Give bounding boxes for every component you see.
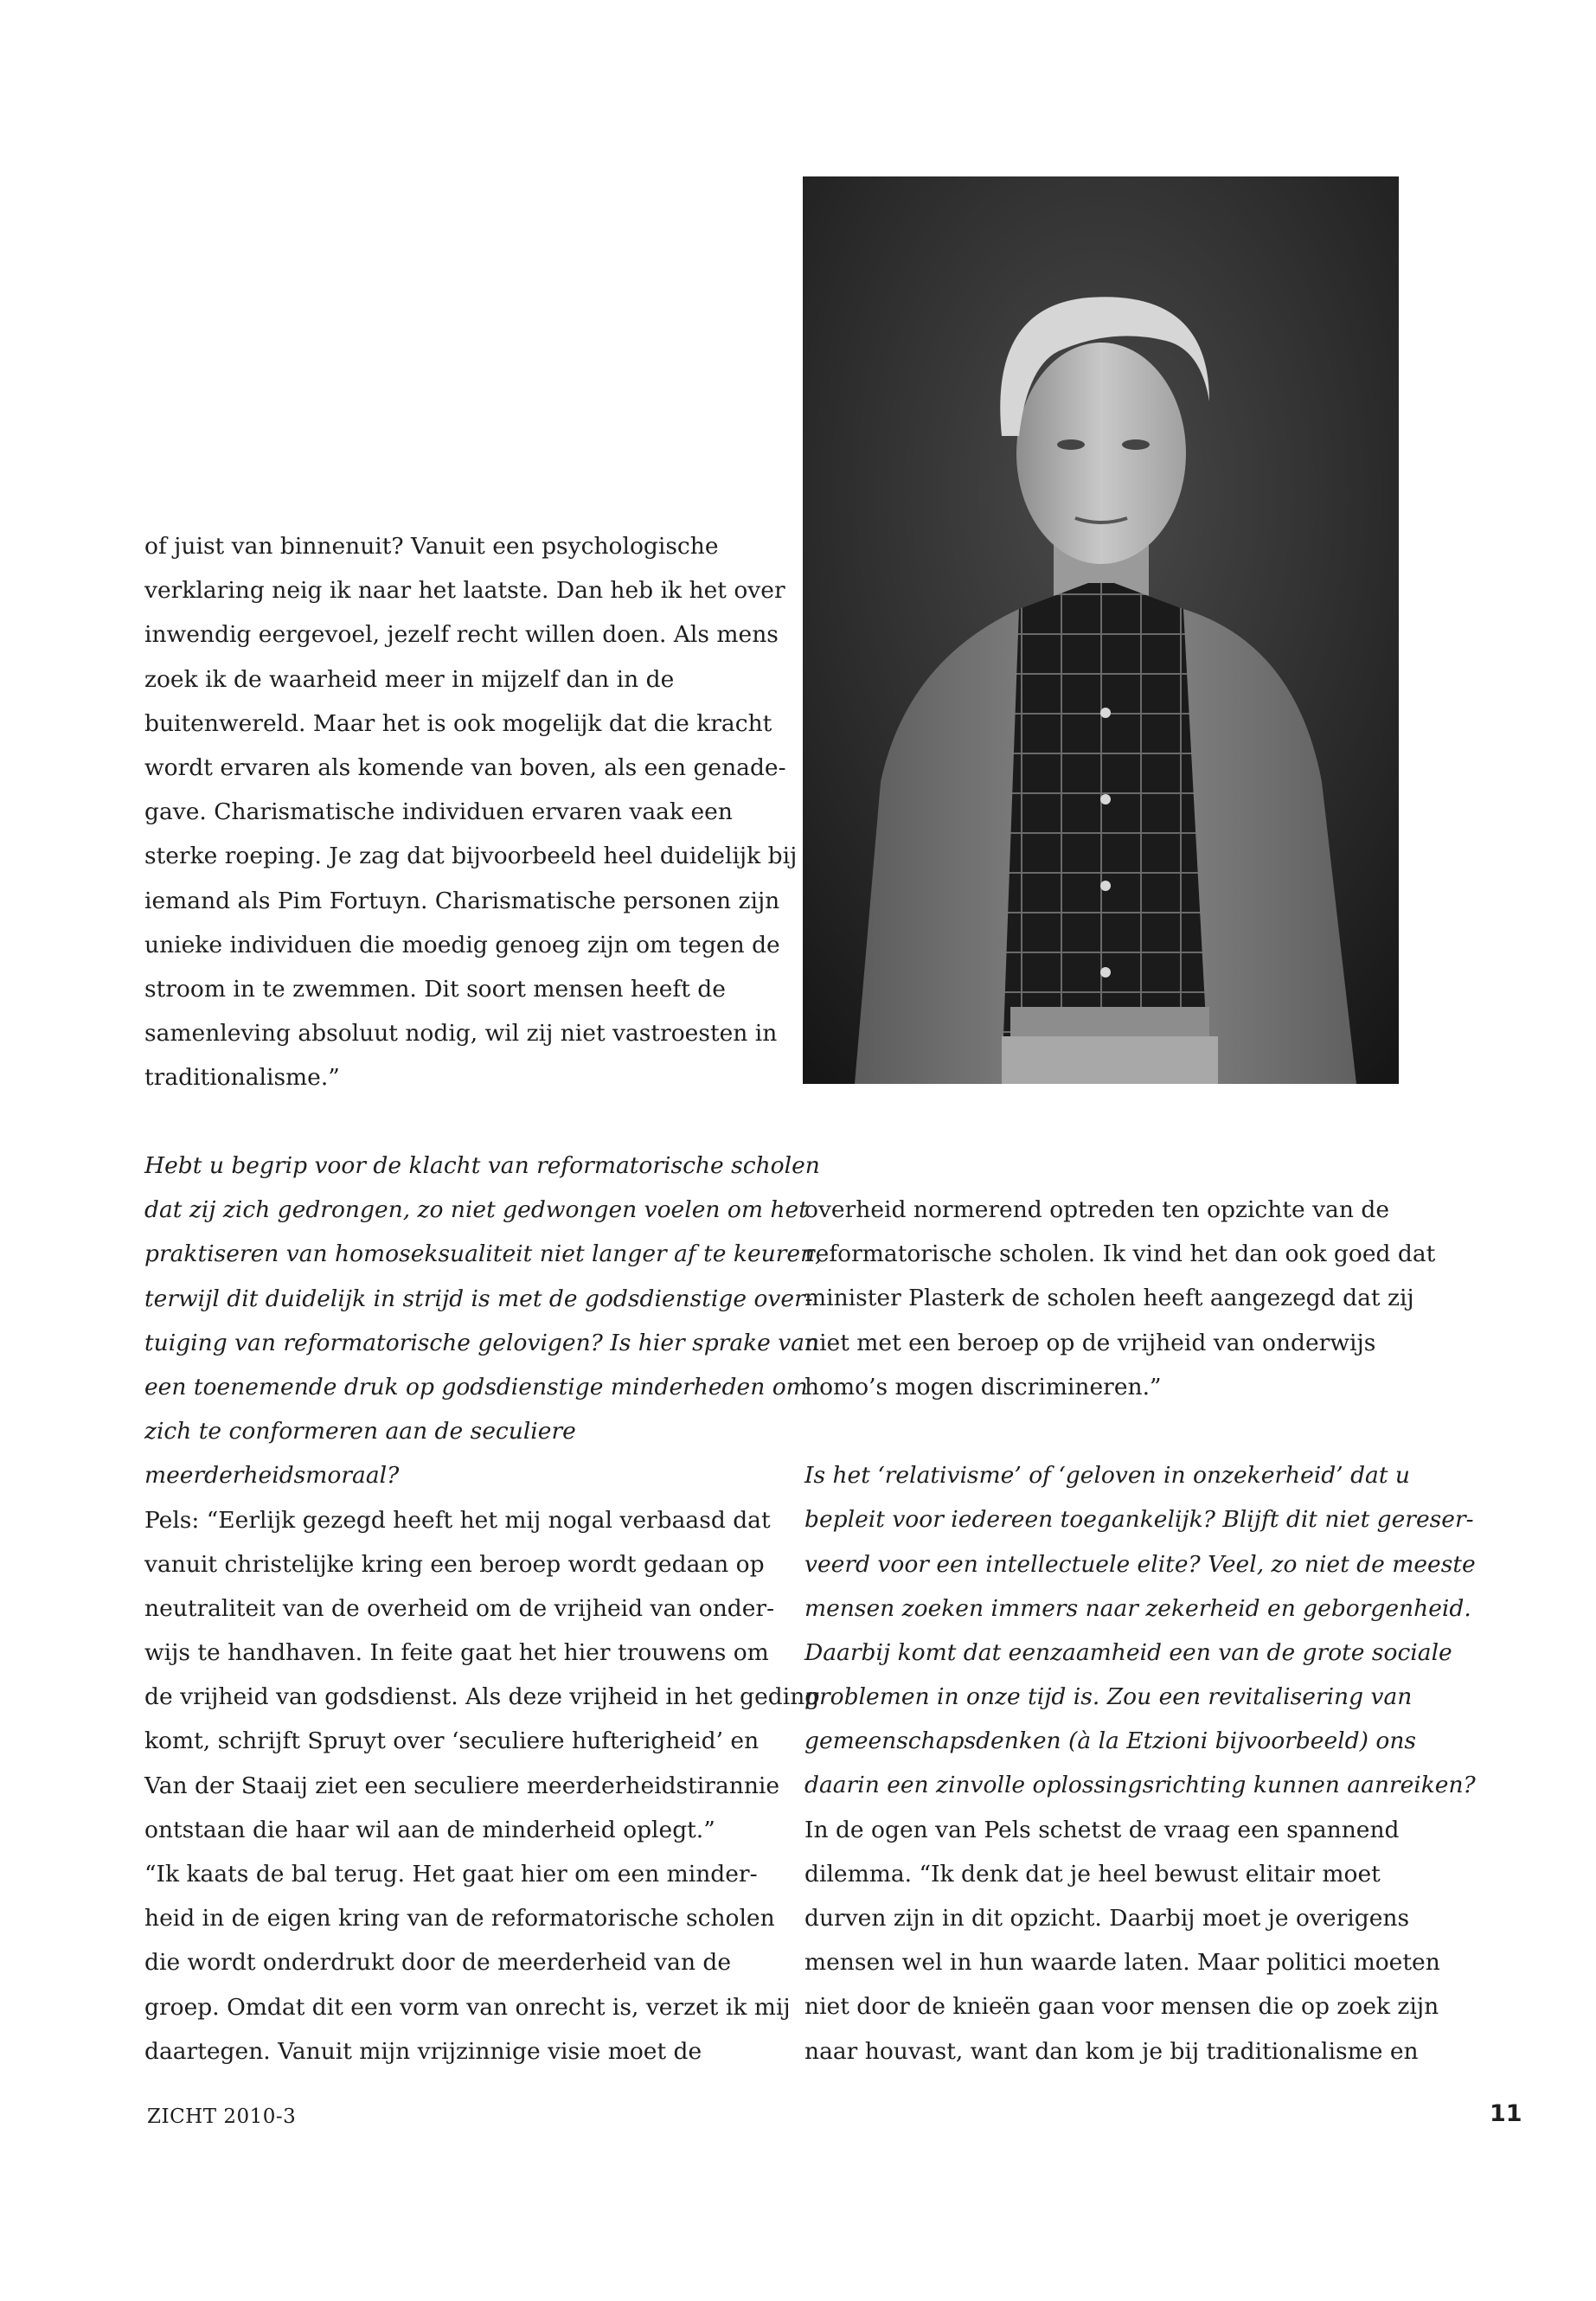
text-line: zoek ik de waarheid meer in mijzelf dan in de — [144, 665, 675, 693]
left-column-bottom — [144, 1144, 823, 2073]
text-line: wijs te handhaven. In feite gaat het hier trouwens om — [144, 1639, 769, 1667]
text-line: neutraliteit van de overheid om de vrijheid van onder- — [144, 1594, 775, 1622]
text-line: gemeenschapsdenken (à la Etzioni bijvoorbeeld) ons — [804, 1727, 1416, 1755]
interview-answer-continued — [804, 1188, 1476, 1409]
text-line: “Ik kaats de bal terug. Het gaat hier om een minder- — [144, 1861, 758, 1888]
text-line: praktiseren van homoseksualiteit niet langer af te keuren, — [144, 1240, 823, 1268]
right-column — [804, 1188, 1476, 2073]
page-number: 11 — [1490, 2100, 1522, 2127]
text-line: dilemma. “Ik denk dat je heel bewust elitair moet — [804, 1860, 1381, 1888]
text-line: daartegen. Vanuit mijn vrijzinnige visie moet de — [144, 2037, 702, 2065]
text-line: iemand als Pim Fortuyn. Charismatische personen zijn — [144, 887, 780, 914]
text-line: of juist van binnenuit? Vanuit een psychologische — [144, 533, 719, 560]
text-line: durven zijn in dit opzicht. Daarbij moet je overigens — [804, 1905, 1410, 1932]
text-line: Is het ‘relativisme’ of ‘geloven in onzekerheid’ dat u — [804, 1462, 1410, 1490]
text-line: vanuit christelijke kring een beroep wordt gedaan op — [144, 1550, 765, 1578]
text-line: wordt ervaren als komende van boven, als een genade- — [144, 753, 786, 781]
text-line: komt, schrijft Spruyt over ‘seculiere hufterigheid’ en — [144, 1727, 760, 1755]
text-line: bepleit voor iedereen toegankelijk? Blijft dit niet gereser- — [804, 1506, 1474, 1534]
text-line: die wordt onderdrukt door de meerderheid van de — [144, 1949, 732, 1977]
interview-answer — [144, 1498, 823, 2073]
text-line: gave. Charismatische individuen ervaren vaak een — [144, 798, 733, 826]
text-line: de vrijheid van godsdienst. Als deze vrijheid in het geding — [144, 1683, 820, 1711]
text-line: inwendig eergevoel, jezelf recht willen doen. Als mens — [144, 621, 779, 649]
text-line: dat zij zich gedrongen, zo niet gedwongen voelen om het — [144, 1196, 808, 1224]
text-line: In de ogen van Pels schetst de vraag een spannend — [804, 1816, 1400, 1843]
text-line: ontstaan die haar wil aan de minderheid oplegt.” — [144, 1816, 715, 1843]
text-line: naar houvast, want dan kom je bij traditionalisme en — [804, 2037, 1419, 2065]
interview-question — [144, 1144, 823, 1498]
text-line: Hebt u begrip voor de klacht van reformatorische scholen — [144, 1152, 820, 1179]
text-line: tuiging van reformatorische gelovigen? Is hier sprake van — [144, 1329, 820, 1356]
text-line: mensen wel in hun waarde laten. Maar politici moeten — [804, 1949, 1440, 1977]
left-column-top-paragraph — [144, 524, 797, 1099]
text-line: meerderheidsmoraal? — [144, 1462, 400, 1490]
text-line: Daarbij komt dat eenzaamheid een van de grote sociale — [804, 1638, 1452, 1666]
text-line: homo’s mogen discrimineren.” — [804, 1373, 1162, 1400]
text-line: heid in de eigen kring van de reformatorische scholen — [144, 1905, 775, 1932]
text-line: unieke individuen die moedig genoeg zijn om tegen de — [144, 931, 780, 958]
text-line: niet door de knieën gaan voor mensen die op zoek zijn — [804, 1993, 1439, 2021]
text-line: Pels: “Eerlijk gezegd heeft het mij nogal verbaasd dat — [144, 1506, 771, 1534]
text-line: reformatorische scholen. Ik vind het dan ook goed dat — [804, 1240, 1436, 1268]
text-line: een toenemende druk op godsdienstige minderheden om — [144, 1373, 808, 1400]
text-line: sterke roeping. Je zag dat bijvoorbeeld heel duidelijk bij — [144, 843, 798, 870]
text-line: samenleving absoluut nodig, wil zij niet vastroesten in — [144, 1020, 778, 1048]
text-line: problemen in onze tijd is. Zou een revitalisering van — [804, 1683, 1413, 1711]
text-line: minister Plasterk de scholen heeft aangezegd dat zij — [804, 1285, 1414, 1312]
text-line: traditionalisme.” — [144, 1064, 340, 1092]
interview-question — [804, 1453, 1476, 1808]
text-line: terwijl dit duidelijk in strijd is met de godsdienstige over- — [144, 1285, 813, 1312]
text-line: veerd voor een intellectuele elite? Veel, zo niet de meeste — [804, 1550, 1476, 1578]
portrait-photo — [803, 176, 1399, 1084]
text-line: Van der Staaij ziet een seculiere meerderheidstirannie — [144, 1772, 780, 1799]
text-line: daarin een zinvolle oplossingsrichting kunnen aanreiken? — [804, 1772, 1476, 1799]
text-line: verklaring neig ik naar het laatste. Dan heb ik het over — [144, 577, 785, 605]
interview-answer — [804, 1808, 1476, 2073]
text-line: groep. Omdat dit een vorm van onrecht is, verzet ik mij — [144, 1993, 791, 2021]
text-line: zich te conformeren aan de seculiere — [144, 1418, 576, 1445]
paragraph-gap — [804, 1409, 1476, 1453]
text-line: mensen zoeken immers naar zekerheid en geborgenheid. — [804, 1594, 1471, 1622]
footer-publication-label: ZICHT 2010-3 — [147, 2106, 297, 2128]
text-line: stroom in te zwemmen. Dit soort mensen heeft de — [144, 975, 726, 1003]
text-line: niet met een beroep op de vrijheid van onderwijs — [804, 1329, 1376, 1356]
text-line: overheid normerend optreden ten opzichte van de — [804, 1196, 1389, 1223]
text-line: buitenwereld. Maar het is ook mogelijk dat die kracht — [144, 709, 772, 737]
